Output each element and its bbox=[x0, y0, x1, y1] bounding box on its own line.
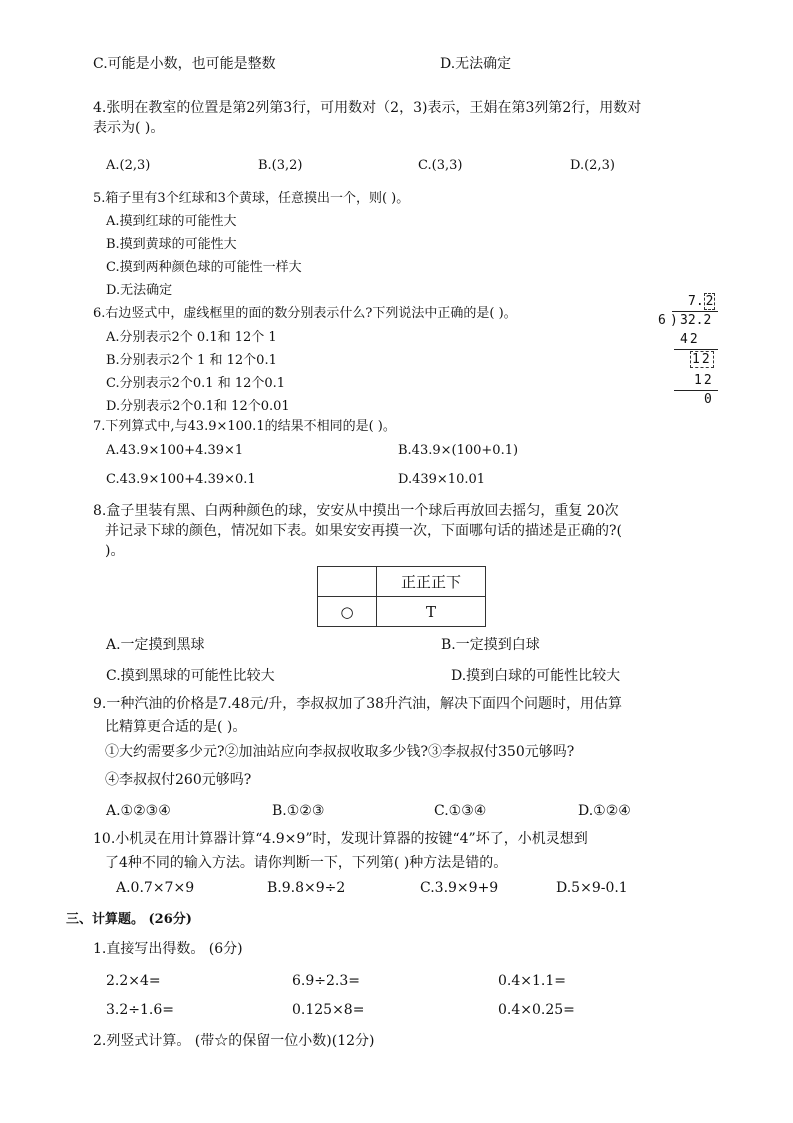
q4-option-c: C.(3,3) bbox=[418, 158, 463, 173]
division-line-1 bbox=[674, 349, 718, 350]
q8-option-a: A.一定摸到黑球 bbox=[106, 637, 205, 653]
division-remainder-box: 12 bbox=[692, 352, 712, 367]
division-line-2 bbox=[674, 390, 718, 391]
calc-item: 2.2×4= bbox=[106, 973, 161, 989]
q8-option-c: C.摸到黑球的可能性比较大 bbox=[106, 668, 275, 684]
division-quotient-int: 7. bbox=[688, 294, 704, 309]
section3-q2-title: 2.列竖式计算。 (带☆的保留一位小数)(12分) bbox=[93, 1033, 375, 1049]
q4-stem-line1: 4.张明在教室的位置是第2列第3行，可用数对（2，3)表示，王娟在第3列第2行，用数对 bbox=[93, 100, 642, 116]
q9-stem-line4: ④李叔叔付260元够吗? bbox=[105, 772, 252, 788]
q10-option-b: B.9.8×9÷2 bbox=[267, 880, 346, 896]
q4-option-d: D.(2,3) bbox=[570, 158, 615, 173]
division-dividend: 32.2 bbox=[680, 313, 712, 328]
q5-option-d: D.无法确定 bbox=[106, 283, 173, 298]
division-final: 0 bbox=[704, 392, 712, 407]
q5-stem: 5.箱子里有3个红球和3个黄球，任意摸出一个，则( )。 bbox=[93, 191, 410, 206]
q6-option-d: D.分别表示2个0.1和 12个0.01 bbox=[106, 399, 290, 414]
q6-stem: 6.右边竖式中，虚线框里的面的数分别表示什么?下列说法中正确的是( )。 bbox=[93, 306, 517, 321]
q9-stem-line2: 比精算更合适的是( )。 bbox=[105, 719, 247, 735]
division-divisor: 6 bbox=[658, 313, 666, 328]
q7-option-b: B.43.9×(100+0.1) bbox=[398, 443, 519, 458]
long-division-figure bbox=[650, 290, 722, 410]
calc-item: 6.9÷2.3= bbox=[292, 973, 360, 989]
division-subtract-2: 12 bbox=[694, 373, 714, 388]
q6-option-c: C.分别表示2个0.1 和 12个0.1 bbox=[106, 376, 286, 391]
q3-option-c: C.可能是小数，也可能是整数 bbox=[93, 56, 276, 72]
q10-option-d: D.5×9-0.1 bbox=[556, 880, 628, 896]
q8-option-b: B.一定摸到白球 bbox=[441, 637, 540, 653]
q7-option-d: D.439×10.01 bbox=[398, 472, 486, 487]
tally-cell: ○ bbox=[318, 597, 377, 627]
q4-option-a: A.(2,3) bbox=[106, 158, 151, 173]
q9-stem-line1: 9.一种汽油的价格是7.48元/升，李叔叔加了38升汽油，解决下面四个问题时，用估算 bbox=[93, 696, 623, 712]
section3-heading: 三、计算题。 (26分) bbox=[66, 912, 192, 927]
q8-stem-line1: 8.盒子里装有黑、白两种颜色的球，安安从中摸出一个球后再放回去摇匀，重复 20次 bbox=[93, 503, 619, 519]
q9-option-b: B.①②③ bbox=[272, 803, 325, 819]
tally-table bbox=[317, 566, 486, 627]
q6-option-b: B.分别表示2个 1 和 12个0.1 bbox=[106, 353, 277, 368]
q3-option-d: D.无法确定 bbox=[440, 56, 512, 72]
division-quotient-box: 2 bbox=[705, 294, 714, 309]
q9-option-d: D.①②④ bbox=[578, 803, 631, 819]
q5-option-b: B.摸到黄球的可能性大 bbox=[106, 237, 237, 252]
table-row bbox=[318, 597, 486, 627]
tally-cell: 正正正下 bbox=[377, 567, 486, 597]
q8-stem-line3: )。 bbox=[105, 543, 125, 559]
q9-option-c: C.①③④ bbox=[434, 803, 487, 819]
calc-item: 0.4×0.25= bbox=[498, 1002, 575, 1018]
division-subtract-1: 42 bbox=[680, 332, 700, 347]
q8-stem-line2: 并记录下球的颜色，情况如下表。如果安安再摸一次，下面哪句话的描述是正确的?( bbox=[105, 523, 622, 539]
q4-option-b: B.(3,2) bbox=[258, 158, 303, 173]
table-row bbox=[318, 567, 486, 597]
division-bracket-side: ) bbox=[670, 313, 678, 328]
q4-stem-line2: 表示为( )。 bbox=[93, 120, 165, 136]
tally-cell bbox=[318, 567, 377, 597]
q10-option-c: C.3.9×9+9 bbox=[420, 880, 499, 896]
calc-item: 3.2÷1.6= bbox=[106, 1002, 174, 1018]
division-bracket-top bbox=[672, 311, 718, 312]
q10-option-a: A.0.7×7×9 bbox=[116, 880, 195, 896]
calc-item: 0.125×8= bbox=[292, 1002, 365, 1018]
tally-cell: T bbox=[377, 597, 486, 627]
q10-stem-line2: 了4种不同的输入方法。请你判断一下，下列第( )种方法是错的。 bbox=[105, 855, 508, 871]
q6-option-a: A.分别表示2个 0.1和 12个 1 bbox=[106, 330, 277, 345]
q10-stem-line1: 10.小机灵在用计算器计算“4.9×9”时，发现计算器的按键“4”坏了，小机灵想到 bbox=[93, 831, 588, 847]
division-quotient bbox=[688, 294, 715, 310]
q9-option-a: A.①②③④ bbox=[106, 803, 171, 819]
section3-q1-title: 1.直接写出得数。 (6分) bbox=[93, 941, 243, 957]
q7-option-a: A.43.9×100+4.39×1 bbox=[106, 443, 244, 458]
q5-option-c: C.摸到两种颜色球的可能性一样大 bbox=[106, 260, 302, 275]
q5-option-a: A.摸到红球的可能性大 bbox=[106, 214, 237, 229]
q8-option-d: D.摸到白球的可能性比较大 bbox=[451, 668, 621, 684]
q9-stem-line3: ①大约需要多少元?②加油站应向李叔叔收取多少钱?③李叔叔付350元够吗? bbox=[105, 744, 575, 760]
q7-option-c: C.43.9×100+4.39×0.1 bbox=[106, 472, 256, 487]
calc-item: 0.4×1.1= bbox=[498, 973, 566, 989]
q7-stem: 7.下列算式中,与43.9×100.1的结果不相同的是( )。 bbox=[93, 419, 396, 434]
